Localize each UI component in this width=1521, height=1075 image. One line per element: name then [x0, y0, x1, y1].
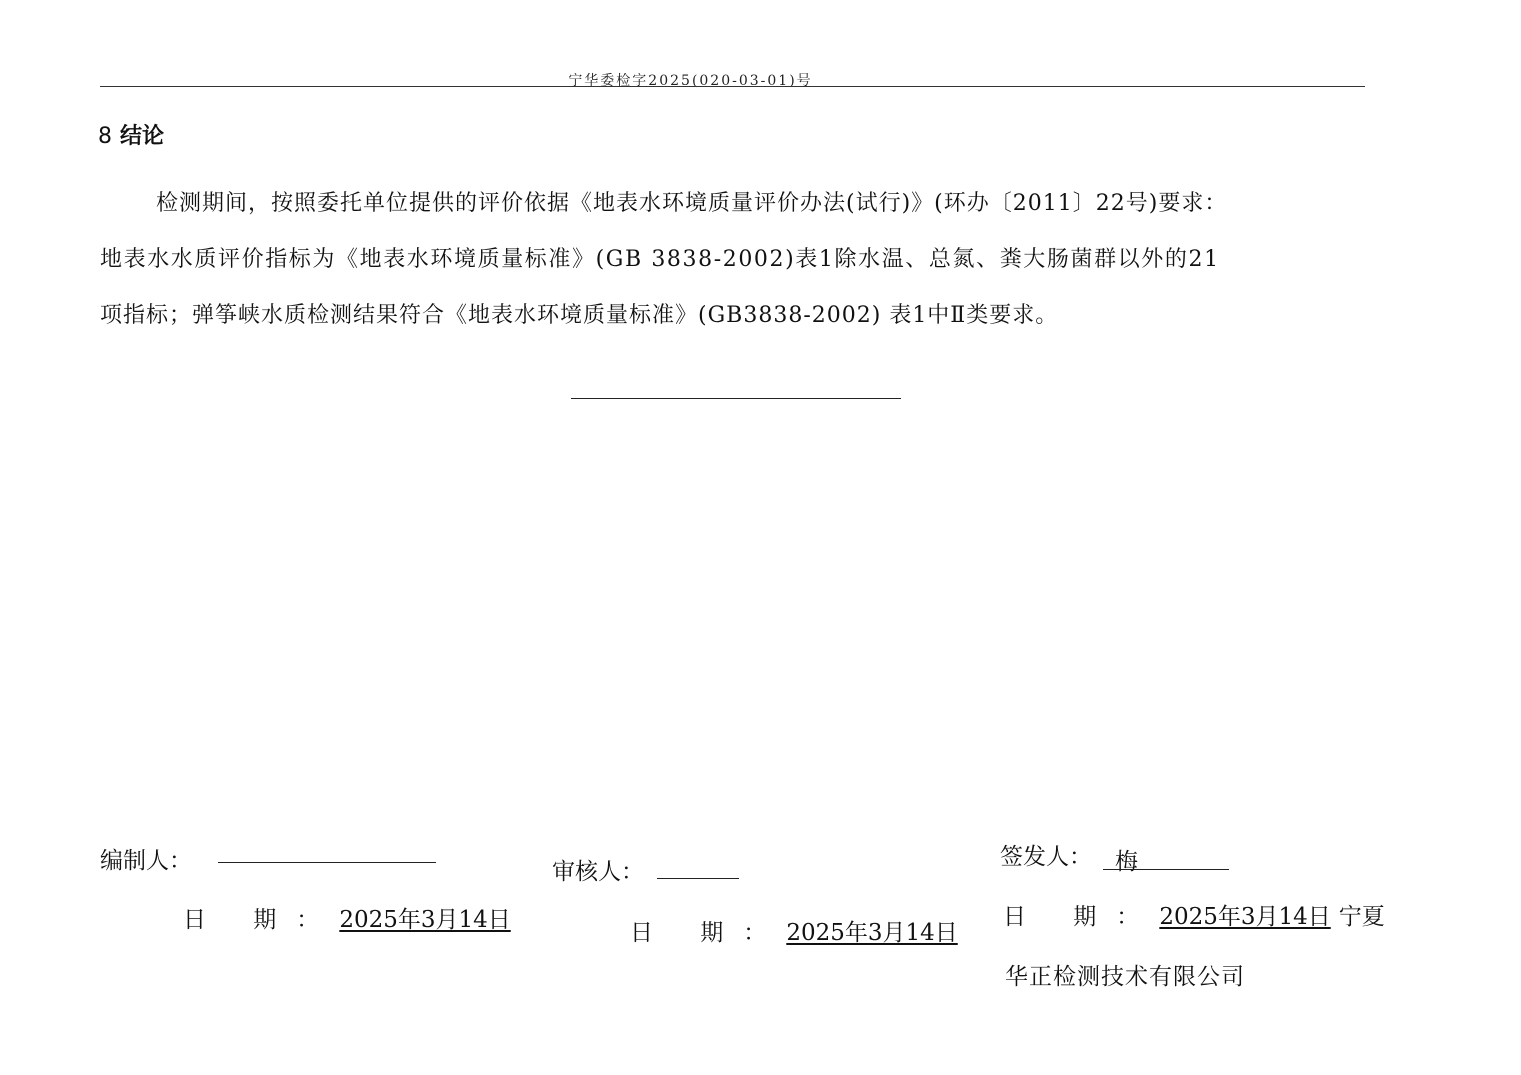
- issuer-date: 2025年3月14日: [1159, 904, 1331, 930]
- conclusion-line-3: 项指标；弹筝峡水质检测结果符合《地表水环境质量标准》(GB3838-2002) 表1中Ⅱ类要求。: [100, 303, 1059, 328]
- reviewer-date-label: 日 期：: [630, 920, 787, 946]
- conclusion-line-1: 检测期间，按照委托单位提供的评价依据《地表水环境质量评价办法(试行)》(环办〔2011〕22号)要求：: [156, 191, 1228, 216]
- reviewer-date: 2025年3月14日: [786, 920, 958, 946]
- end-of-text-rule: [571, 398, 901, 399]
- issuer-date-label: 日 期：: [1003, 904, 1160, 930]
- section-number: 8: [98, 124, 112, 149]
- section-heading: [98, 119, 164, 150]
- preparer-label: 编制人：: [100, 848, 192, 874]
- preparer-date-row: [183, 901, 511, 934]
- company-name-part2: 华正检测技术有限公司: [1005, 964, 1245, 990]
- reviewer-date-row: [630, 914, 958, 947]
- conclusion-line-2: 地表水水质评价指标为《地表水环境质量标准》(GB 3838-2002)表1除水温、总氮、粪大肠菌群以外的21: [100, 247, 1220, 272]
- issuer-name: 梅: [1115, 849, 1138, 875]
- report-number-header: 宁华委检字2025(020-03-01)号: [568, 73, 813, 89]
- reviewer-label: 审核人：: [552, 859, 644, 885]
- issuer-date-row: [1003, 898, 1385, 931]
- preparer-date: 2025年3月14日: [339, 907, 511, 933]
- preparer-signature-line: [218, 862, 436, 863]
- company-name-part1: 宁夏: [1338, 904, 1385, 930]
- preparer-date-label: 日 期：: [183, 907, 340, 933]
- header-divider: [100, 86, 1365, 87]
- issuer-signature-line: [1103, 869, 1229, 870]
- issuer-label: 签发人：: [1000, 844, 1092, 870]
- reviewer-signature-line: [657, 878, 739, 879]
- section-title: 结论: [120, 124, 165, 149]
